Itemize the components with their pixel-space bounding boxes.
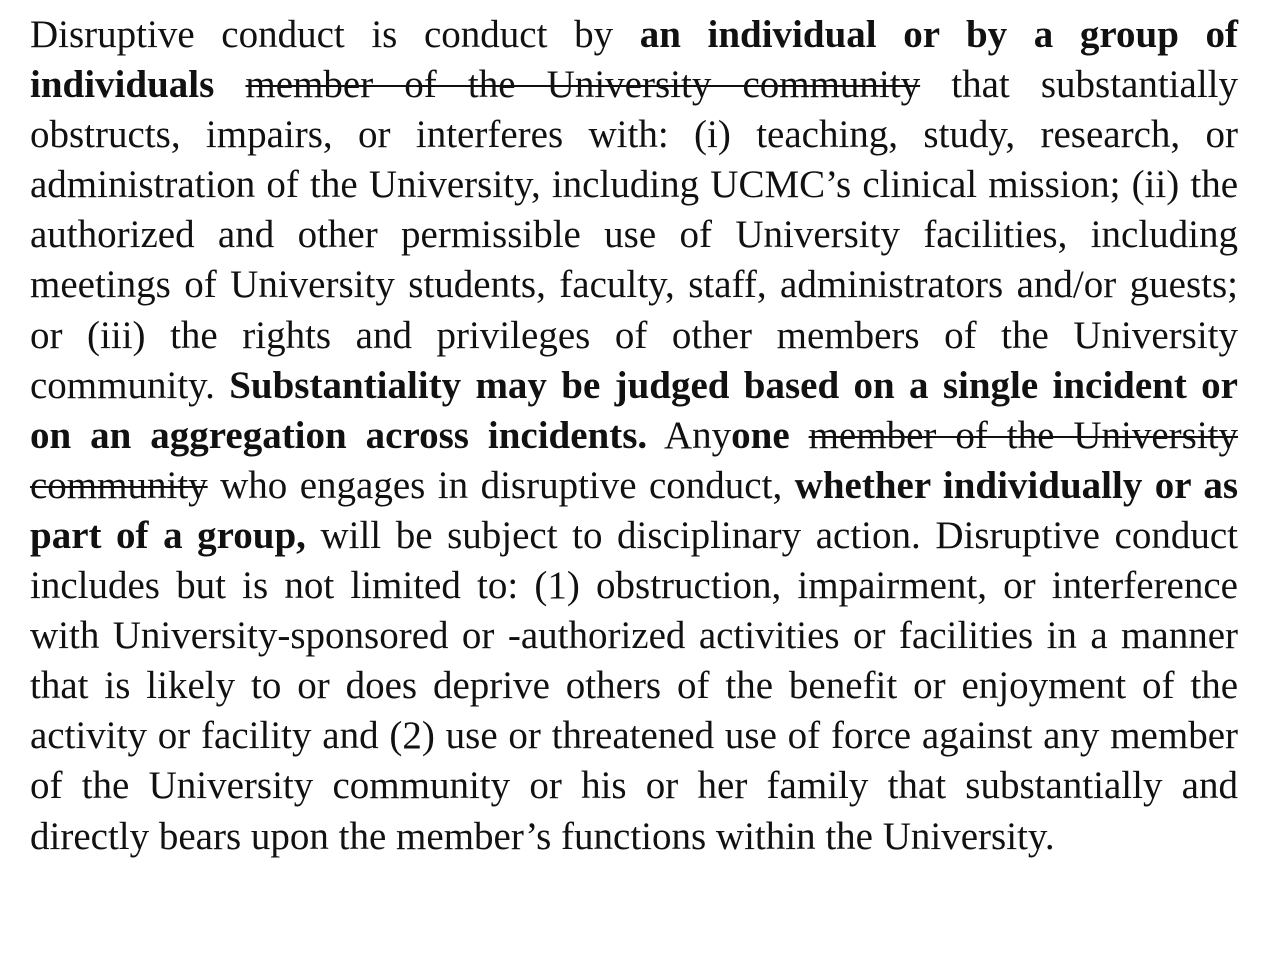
text-segment <box>790 414 809 457</box>
policy-paragraph <box>30 10 1238 862</box>
added-text-bold: Substantiality may be judged based on a single incident or on an aggregation across incidents. <box>30 363 1238 457</box>
deleted-text-strikethrough: member of the University community <box>30 413 1239 507</box>
text-segment: that substantially obstructs, impairs, or interferes with: (i) teaching, study, research, or administration of the University, including UCMC’s clinical mission; (ii) the authorized and other permissible use of University facilities, including meetings of University students, faculty, staff, administrators and/or guests; or (iii) the rights and privileges of other members of the University community. <box>30 63 1238 407</box>
added-text-bold: an individual or by a group of individuals <box>30 13 1238 107</box>
text-segment: will be subject to disciplinary action. Disruptive conduct includes but is not limited to: (1) obstruction, impairment, or interference with University-sponsored or -authorized activities or facilities in a manner that is likely to or does deprive others of the benefit or enjoyment of the activity or facility and (2) use or threatened use of force against any member of the University community or his or her family that substantially and directly bears upon the member’s functions within the University. <box>30 513 1238 858</box>
text-segment: Disruptive conduct is conduct by <box>30 13 640 56</box>
text-segment: who engages in disruptive conduct, <box>207 463 795 507</box>
text-segment <box>214 63 245 106</box>
added-text-bold: one <box>731 413 790 457</box>
text-segment: Any <box>647 413 732 457</box>
added-text-bold: whether individually or as part of a group, <box>30 463 1239 557</box>
deleted-text-strikethrough: member of the University community <box>245 63 921 107</box>
